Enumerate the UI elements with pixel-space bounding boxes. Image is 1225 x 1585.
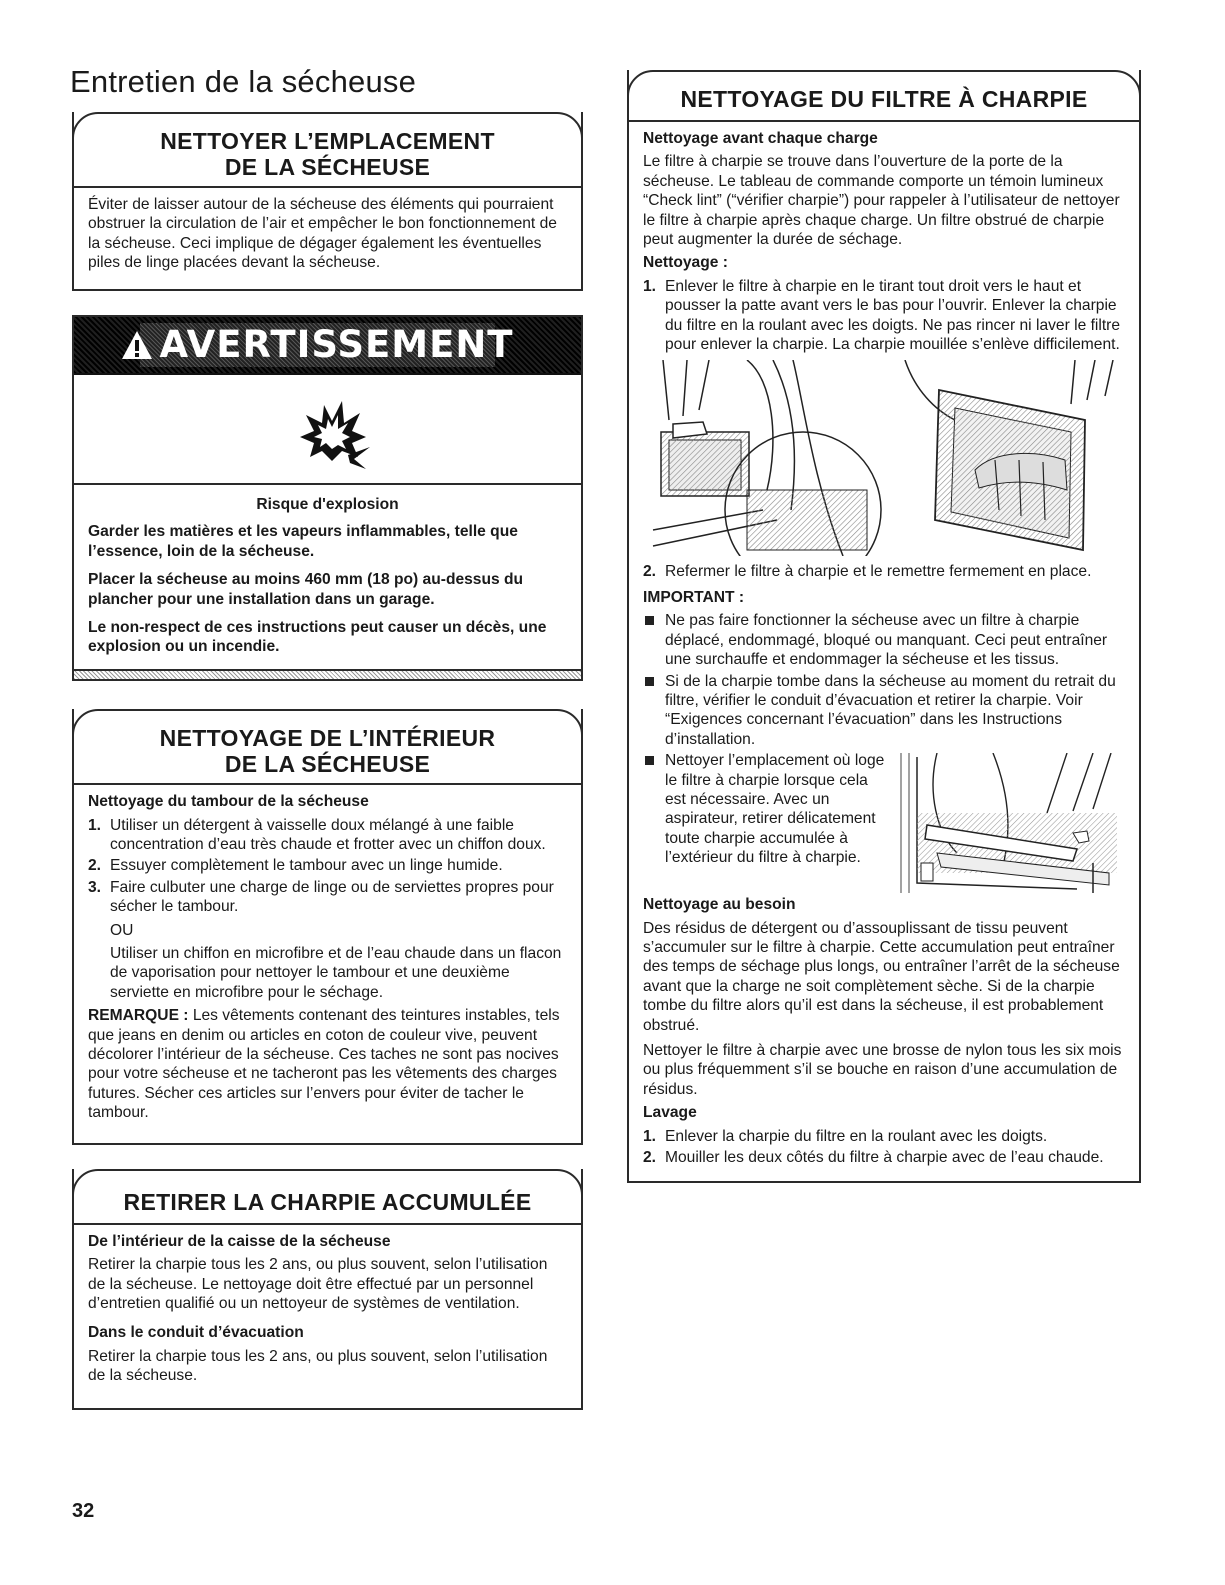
alt-text: Utiliser un chiffon en microfibre et de l’eau chaude dans un flacon de vaporisation pour nettoyer le tambour et une deuxième serviette en microfibre pour le séchage.	[110, 945, 562, 1001]
section-body	[629, 122, 1139, 1181]
steps-list	[643, 277, 1125, 355]
section-header	[72, 709, 583, 785]
or-text: OU	[110, 921, 134, 939]
section-header	[627, 70, 1141, 122]
list-item: Nettoyer l’emplacement où loge le filtre à charpie lorsque cela est nécessaire. Avec un aspirateur, retirer délicatement toute charpie accumulée à l’extérieur du filtre à charpie.	[643, 751, 1125, 893]
steps-list	[643, 1127, 1125, 1168]
subheading: Dans le conduit d’évacuation	[88, 1324, 304, 1342]
warning-triangle-icon	[121, 330, 153, 360]
lint-filter-cleaning-illustration	[895, 360, 1125, 556]
explosion-icon	[292, 393, 372, 473]
list-item: 1. Enlever la charpie du filtre en la roulant avec les doigts.	[643, 1127, 1048, 1145]
steps-list	[88, 816, 567, 1003]
note: REMARQUE : Les vêtements contenant des teintures instables, tels que jeans en denim ou articles en coton de couleur vive, peuvent décolorer l’intérieur de la sécheuse. Ces taches ne sont pas nocives pour votre sécheuse et ne tacheront pas les vêtements des charges futures. Sécher ces articles sur l’envers pour éviter de tacher le tambour.	[88, 1007, 560, 1122]
section-title: NETTOYAGE DE L’INTÉRIEUR DE LA SÉCHEUSE	[159, 725, 496, 778]
list-item: Ne pas faire fonctionner la sécheuse avec un filtre à charpie déplacé, endommagé, bloqué ou manquant. Ceci peut entraîner une surchauffe et endommager la sécheuse et les tissus.	[643, 611, 1125, 669]
subheading: IMPORTANT :	[643, 588, 745, 606]
warning-paragraph: Garder les matières et les vapeurs inflammables, telle que l’essence, loin de la sécheuse.	[88, 523, 518, 561]
paragraph: Retirer la charpie tous les 2 ans, ou plus souvent, selon l’utilisation de la sécheuse. Le nettoyage doit être effectué par un personnel d’entretien qualifié ou un nettoyeur de systèmes de ventilation.	[88, 1256, 548, 1312]
explosion-icon-area	[74, 375, 581, 485]
left-column	[72, 112, 583, 1410]
section-interieur	[72, 709, 583, 1145]
subheading: Nettoyage avant chaque charge	[643, 130, 878, 147]
subheading: Nettoyage du tambour de la sécheuse	[88, 793, 369, 811]
section-title: NETTOYER L’EMPLACEMENT DE LA SÉCHEUSE	[160, 128, 495, 180]
warning-banner	[74, 317, 581, 375]
subheading: De l’intérieur de la caisse de la sécheuse	[88, 1232, 391, 1250]
warning-risk: Risque d'explosion	[256, 495, 399, 513]
paragraph: Éviter de laisser autour de la sécheuse des éléments qui pourraient obstruer la circulation de l’air et empêcher le bon fonctionnement de la sécheuse. Ceci implique de dégager également les éventuelles piles de linge placées devant la sécheuse.	[88, 196, 557, 272]
list-item: 3. Faire culbuter une charge de linge ou de serviettes propres pour sécher le tambour. OU Utiliser un chiffon en microfibre et de l’eau chaude dans un flacon de vaporisation pour nettoyer le tambour et une deuxième serviette en microfibre pour le séchage.	[88, 878, 567, 1002]
paragraph: Nettoyer le filtre à charpie avec une brosse de nylon tous les six mois ou plus fréquemment s’il se bouche en raison d’une accumulation de résidus.	[643, 1041, 1122, 1098]
subheading: Lavage	[643, 1104, 697, 1122]
warning-text	[74, 485, 581, 670]
page-title: Entretien de la sécheuse	[70, 64, 417, 99]
section-body	[74, 1225, 581, 1408]
lint-housing-vacuum-illustration	[897, 753, 1125, 893]
section-body	[74, 188, 581, 289]
list-item: 2. Mouiller les deux côtés du filtre à charpie avec de l’eau chaude.	[643, 1149, 1104, 1166]
list-item: 2. Essuyer complètement le tambour avec un linge humide.	[88, 857, 503, 875]
subheading: Nettoyage au besoin	[643, 896, 796, 914]
list-item: 1. Enlever le filtre à charpie en le tirant tout droit vers le haut et pousser la patte avant vers le bas pour l’ouvrir. Enlever la charpie du filtre en la roulant avec les doigts. Ne pas rincer ni laver le filtre pour enlever la charpie. La charpie mouillée s’enlève difficilement.	[643, 277, 1121, 354]
section-header	[72, 1169, 583, 1225]
lint-filter-removal-illustration	[643, 360, 883, 556]
list-item: 1. Utiliser un détergent à vaisselle doux mélangé à une faible concentration d’eau très chaude et frotter avec un chiffon doux.	[88, 816, 546, 854]
section-header	[72, 112, 583, 188]
paragraph: Retirer la charpie tous les 2 ans, ou plus souvent, selon l’utilisation de la sécheuse.	[88, 1347, 548, 1385]
right-column	[627, 70, 1141, 1183]
warning-paragraph: Le non-respect de ces instructions peut causer un décès, une explosion ou un incendie.	[88, 618, 547, 656]
paragraph: Le filtre à charpie se trouve dans l’ouverture de la porte de la sécheuse. Le tableau de commande comporte un témoin lumineux “Check lint” (“vérifier charpie”) pour rappeler à l’utilisateur de nettoyer le filtre à charpie après chaque charge. Un filtre obstrué de charpie peut augmenter la durée de séchage.	[643, 153, 1120, 249]
subheading: Nettoyage :	[643, 254, 728, 272]
section-title: NETTOYAGE DU FILTRE À CHARPIE	[680, 86, 1088, 112]
warning-label: AVERTISSEMENT	[159, 323, 514, 367]
warning-box	[72, 315, 583, 682]
list-item: 2. Refermer le filtre à charpie et le remettre fermement en place.	[643, 563, 1092, 581]
section-charpie-accumulee	[72, 1169, 583, 1410]
figure-row	[643, 360, 1125, 556]
list-item: Si de la charpie tombe dans la sécheuse au moment du retrait du filtre, vérifier le conduit d’évacuation et retirer la charpie. Voir “Exigences concernant l’évacuation” dans les Instructions d’installation.	[643, 672, 1125, 750]
section-emplacement	[72, 112, 583, 291]
page-number: 32	[72, 1500, 95, 1522]
paragraph: Des résidus de détergent ou d’assouplissant de tissu peuvent s’accumuler sur le filtre à charpie. Cette accumulation peut entraîner des temps de séchage plus longs, ou entraîner l’arrêt de la sécheuse avant que la charge ne soit complètement sèche. Si de la charpie tombe du filtre alors qu’il est dans la sécheuse, il est probablement obstrué.	[643, 919, 1120, 1034]
warning-paragraph: Placer la sécheuse au moins 460 mm (18 po) au-dessus du plancher pour une installation dans un garage.	[88, 571, 524, 608]
steps-list	[643, 562, 1125, 581]
bullet-list	[643, 611, 1125, 893]
section-filtre	[627, 70, 1141, 1183]
warning-bottom-stripe	[74, 669, 581, 679]
section-body	[74, 785, 581, 1143]
section-title: RETIRER LA CHARPIE ACCUMULÉE	[123, 1188, 532, 1215]
